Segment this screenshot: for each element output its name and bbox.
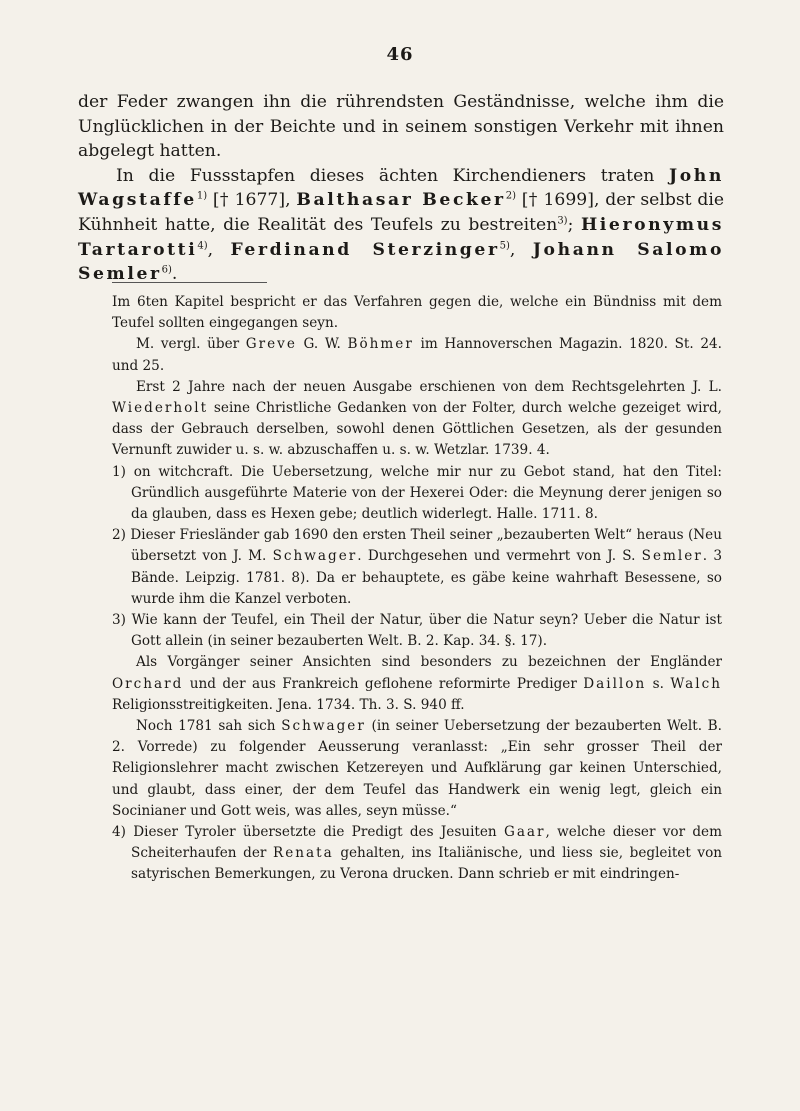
main-paragraph-1: der Feder zwangen ihn die rührendsten Geständnisse, welche ihm die Unglücklichen in der Beichte und in seinem sonstigen Verkehr mit ihnen abgelegt hatten. xyxy=(78,92,724,162)
name-becker: Balthasar Becker xyxy=(296,190,506,211)
text: Als Vorgänger seiner Ansichten sind besonders zu bezeichnen der Engländer xyxy=(136,654,722,671)
note-wiederholt xyxy=(112,377,722,462)
name-orchard: Orchard xyxy=(112,675,184,692)
text: ; xyxy=(567,214,574,235)
main-text xyxy=(78,90,724,287)
text: M. vergl. über xyxy=(136,336,240,353)
footnote-ref-5: 5) xyxy=(499,239,510,251)
name-walch: Walch xyxy=(670,675,722,692)
footnote-3: 3) Wie kann der Teufel, ein Theil der Natur, über die Natur seyn? Ueber die Natur ist Gott allein (in seiner bezauberten Welt. B. 2. Kap. 34. §. 17). xyxy=(112,612,722,650)
footnotes xyxy=(112,292,722,886)
text: In die Fussstapfen dieses ächten Kirchendieners traten xyxy=(116,165,655,186)
text: (in seiner Uebersetzung der bezauberten Welt. B. 2. Vorrede) zu folgender Aeusserung veranlasst: „Ein sehr grosser Theil der Religionslehrer macht zwischen Ketzereyen und Aufklärung gar keinen Unterschied, und glaubt, dass einer, der dem Teufel das Handwerk ein wenig legt, gleich ein Socinianer und Gott weis, was alles, seyn müsse.“ xyxy=(112,718,722,819)
text: [† 1699], der selbst die Kühnheit hatte, die Realität des Teufels zu bestreiten xyxy=(78,190,725,235)
name-renata: Renata xyxy=(272,845,334,862)
name-tartarotti: Hieronymus Tartarotti xyxy=(78,214,725,260)
note-vorgaenger xyxy=(112,652,722,716)
text: G. W. xyxy=(303,336,341,353)
text: Erst 2 Jahre nach der neuen Ausgabe erschienen von dem Rechtsgelehrten J. L. xyxy=(136,378,722,395)
page-number: 46 xyxy=(386,44,414,65)
footnote-1: 1) on witchcraft. Die Uebersetzung, welche mir nur zu Gebot stand, hat den Titel: Gründlich ausgeführte Materie von der Hexerei Oder: die Meynung derer jenigen so da glauben, dass es Hexen gebe; deutlich widerlegt. Halle. 1711. 8. xyxy=(112,463,722,523)
footnote-rule xyxy=(112,282,267,283)
note-schwager-quote xyxy=(112,716,722,822)
text: gehalten, ins Italiänische, und liess sie, begleitet von satyrischen Bemerkungen, zu Verona drucken. Dann schrieb er mit eindringen- xyxy=(131,845,723,883)
text: und der aus Frankreich geflohene reformirte Prediger xyxy=(189,675,577,692)
text: im Hannoverschen Magazin. 1820. St. 24. und 25. xyxy=(112,336,722,374)
note-reference xyxy=(112,334,722,376)
name-sterzinger: Ferdinand Sterzinger xyxy=(230,239,500,260)
text: seine Christliche Gedanken von der Folter, durch welche gezeiget wird, dass der Gebrauch derselben, sowohl denen Göttlichen Gesetzen, als der gesunden Vernunft zuwider u. s. w. abzuschaffen u. s. w. Wetzlar. 1739. 4. xyxy=(112,400,722,459)
text: , xyxy=(207,239,214,260)
name-semler: Johann Salomo Semler xyxy=(78,239,725,285)
text: . Durchgesehen und vermehrt von J. S. xyxy=(357,548,636,565)
name-boehmer: Böhmer xyxy=(347,336,414,353)
name-daillon: Daillon xyxy=(583,675,647,692)
footnote-ref-2: 2) xyxy=(505,190,516,202)
text: , xyxy=(509,239,516,260)
text: 2) Dieser Friesländer gab 1690 den ersten Theil seiner „bezauberten Welt“ heraus (Neu übersetzt von J. M. xyxy=(112,527,722,565)
text: . xyxy=(171,264,178,285)
text: , welche dieser vor dem Scheiterhaufen der xyxy=(131,824,722,862)
text: Religionsstreitigkeiten. Jena. 1734. Th. 3. S. 940 ff. xyxy=(112,696,465,713)
text: Noch 1781 sah sich xyxy=(136,718,276,735)
footnote-2 xyxy=(112,525,722,610)
name-schwager-2: Schwager xyxy=(281,718,366,735)
text: s. xyxy=(652,675,664,692)
main-paragraph-2 xyxy=(78,164,724,287)
text: . 3 Bände. Leipzig. 1781. 8). Da er behauptete, es gäbe keine wahrhaft Besessene, so wurde ihm die Kanzel verboten. xyxy=(131,548,722,607)
note-continuation: Im 6ten Kapitel bespricht er das Verfahren gegen die, welche ein Bündniss mit dem Teufel sollten eingegangen seyn. xyxy=(112,294,722,332)
name-gaar: Gaar xyxy=(503,824,546,841)
name-semler-note: Semler xyxy=(641,548,703,565)
footnote-ref-4: 4) xyxy=(197,239,208,251)
footnote-ref-6: 6) xyxy=(161,264,172,276)
name-wagstaffe: John Wagstaffe xyxy=(78,165,725,211)
name-schwager: Schwager xyxy=(272,548,358,565)
footnote-ref-1: 1) xyxy=(196,190,208,202)
name-wiederholt: Wiederholt xyxy=(112,400,209,417)
text: 4) Dieser Tyroler übersetzte die Predigt des Jesuiten xyxy=(112,824,497,841)
name-greve: Greve xyxy=(245,336,297,353)
footnote-ref-3: 3) xyxy=(557,215,568,227)
text: [† 1677], xyxy=(212,190,291,211)
footnote-4 xyxy=(112,822,722,886)
